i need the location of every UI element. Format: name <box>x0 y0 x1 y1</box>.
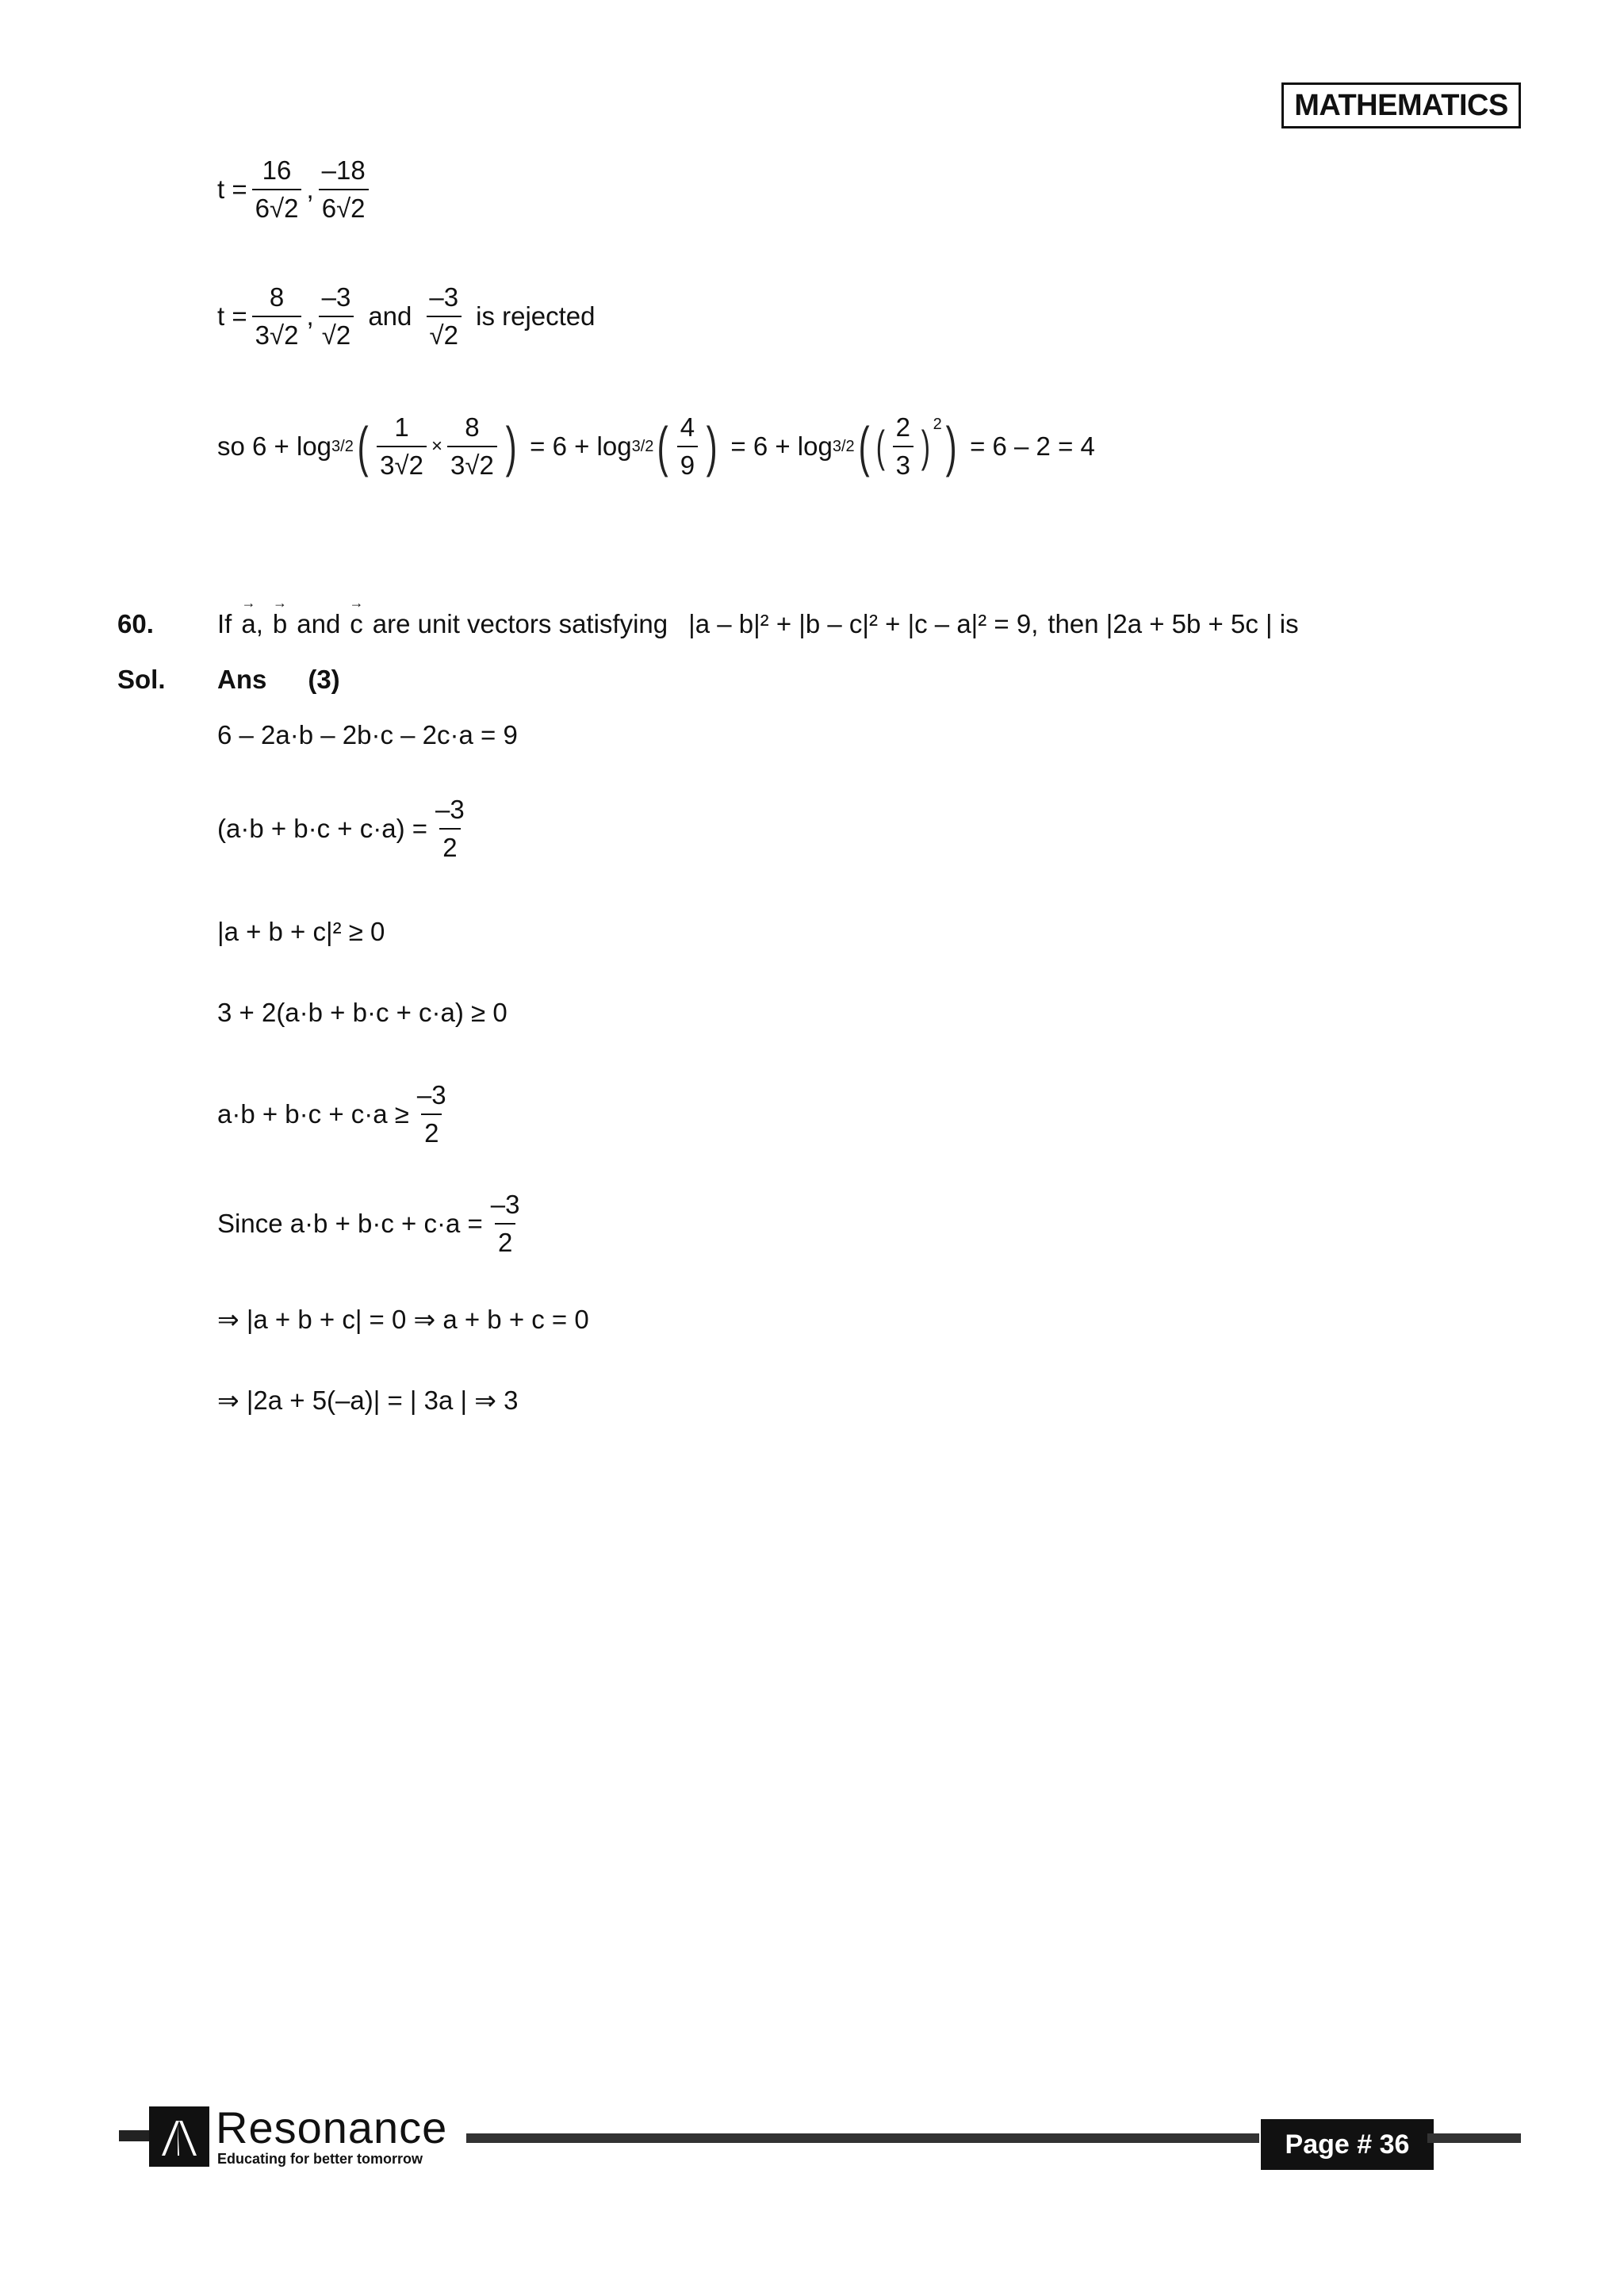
paren-close: ) <box>505 416 517 477</box>
numerator: 8 <box>465 412 480 442</box>
denominator: 2 <box>495 1223 515 1258</box>
comma: , <box>306 301 314 331</box>
numerator: 1 <box>394 412 409 442</box>
step-lhs: Since a·b + b·c + c·a = <box>217 1209 483 1238</box>
numerator: 2 <box>895 412 910 442</box>
fraction <box>252 155 302 224</box>
denominator: 3√2 <box>252 316 302 351</box>
and-text: and <box>368 301 412 331</box>
log-base: 3/2 <box>631 437 654 455</box>
fraction <box>893 412 914 481</box>
vector-c: → c <box>350 609 363 639</box>
denominator: 6√2 <box>252 189 302 224</box>
paren-open: ( <box>657 416 669 477</box>
fraction <box>319 155 369 224</box>
denominator: 2 <box>421 1114 442 1148</box>
numerator: –3 <box>321 282 351 312</box>
fraction <box>252 282 302 351</box>
paren-open: ( <box>357 416 369 477</box>
numerator: –3 <box>416 1080 446 1110</box>
fraction <box>447 412 497 481</box>
answer-value: (3) <box>308 665 340 694</box>
numerator: –3 <box>435 795 465 824</box>
step-lhs: (a·b + b·c + c·a) = <box>217 814 428 843</box>
denominator: 9 <box>677 446 698 481</box>
denominator: 3√2 <box>377 446 427 481</box>
log-base: 3/2 <box>832 437 855 455</box>
exponent: 2 <box>933 415 942 433</box>
and-text: and <box>297 609 341 638</box>
t-label: t = <box>217 301 247 331</box>
page-number: Page # 36 <box>1261 2119 1434 2170</box>
comma: , <box>306 174 314 204</box>
vector-a: → a <box>241 609 255 639</box>
equals-text: = 6 + log <box>730 431 833 461</box>
denominator: √2 <box>319 316 354 351</box>
solution-step-3: |a + b + c|² ≥ 0 <box>217 917 385 946</box>
numerator: 16 <box>262 155 292 185</box>
denominator: 2 <box>439 828 460 863</box>
numerator: 4 <box>680 412 695 442</box>
solution-step-8: ⇒ |2a + 5(–a)| = | 3a | ⇒ 3 <box>217 1386 519 1415</box>
equals-text: = 6 + log <box>530 431 632 461</box>
denominator: √2 <box>427 316 462 351</box>
fraction <box>319 282 354 351</box>
solution-step-4: 3 + 2(a·b + b·c + c·a) ≥ 0 <box>217 998 508 1027</box>
so-text: so 6 + log <box>217 431 332 461</box>
condition-text: |a – b|² + |b – c|² + |c – a|² = 9, <box>688 609 1039 638</box>
denominator: 6√2 <box>319 189 369 224</box>
fraction <box>414 1080 450 1148</box>
denominator: 3 <box>893 446 914 481</box>
paren-open: ( <box>858 416 870 477</box>
fraction <box>426 282 462 351</box>
fraction <box>377 412 427 481</box>
solution-step-6 <box>217 1190 527 1258</box>
result-text: = 6 – 2 = 4 <box>970 431 1095 461</box>
solution-step-1: 6 – 2a·b – 2b·c – 2c·a = 9 <box>217 720 518 749</box>
denominator: 3√2 <box>447 446 497 481</box>
rejected-text: is rejected <box>476 301 596 331</box>
times-symbol: × <box>431 435 442 457</box>
resonance-logo-icon <box>149 2106 209 2167</box>
solution-label: Sol. <box>117 665 166 694</box>
footer-rule <box>466 2133 1259 2143</box>
numerator: 8 <box>269 282 285 312</box>
fraction <box>488 1190 523 1258</box>
brand-name: Resonance <box>216 2102 448 2152</box>
if-text: If <box>217 609 232 638</box>
equation-line-3 <box>217 412 1095 481</box>
footer-rule-left <box>119 2130 151 2141</box>
numerator: –18 <box>321 155 366 185</box>
footer-rule-right <box>1427 2133 1521 2143</box>
numerator: –3 <box>490 1190 520 1219</box>
solution-step-7: ⇒ |a + b + c| = 0 ⇒ a + b + c = 0 <box>217 1305 589 1334</box>
comma: , <box>255 609 263 638</box>
fraction <box>677 412 698 481</box>
answer-label: Ans <box>217 665 267 694</box>
question-number: 60. <box>117 609 154 638</box>
fraction <box>432 795 468 863</box>
equation-line-1 <box>217 155 373 224</box>
paren-open: ( <box>875 421 885 471</box>
unit-vectors-text: are unit vectors satisfying <box>372 609 668 638</box>
question-text <box>217 609 1299 639</box>
then-text: then |2a + 5b + 5c | is <box>1048 609 1299 638</box>
equation-line-2 <box>217 282 596 351</box>
step-lhs: a·b + b·c + c·a ≥ <box>217 1099 409 1129</box>
t-label: t = <box>217 174 247 204</box>
solution-step-5 <box>217 1080 454 1148</box>
paren-close: ) <box>706 416 718 477</box>
answer-line <box>217 665 340 695</box>
log-base: 3/2 <box>331 437 354 455</box>
brand-tagline: Educating for better tomorrow <box>217 2151 423 2167</box>
vector-b: → b <box>273 609 287 639</box>
paren-close: ) <box>921 421 930 471</box>
numerator: –3 <box>429 282 459 312</box>
solution-step-2 <box>217 795 473 863</box>
paren-close: ) <box>945 416 957 477</box>
subject-label: MATHEMATICS <box>1281 82 1521 128</box>
